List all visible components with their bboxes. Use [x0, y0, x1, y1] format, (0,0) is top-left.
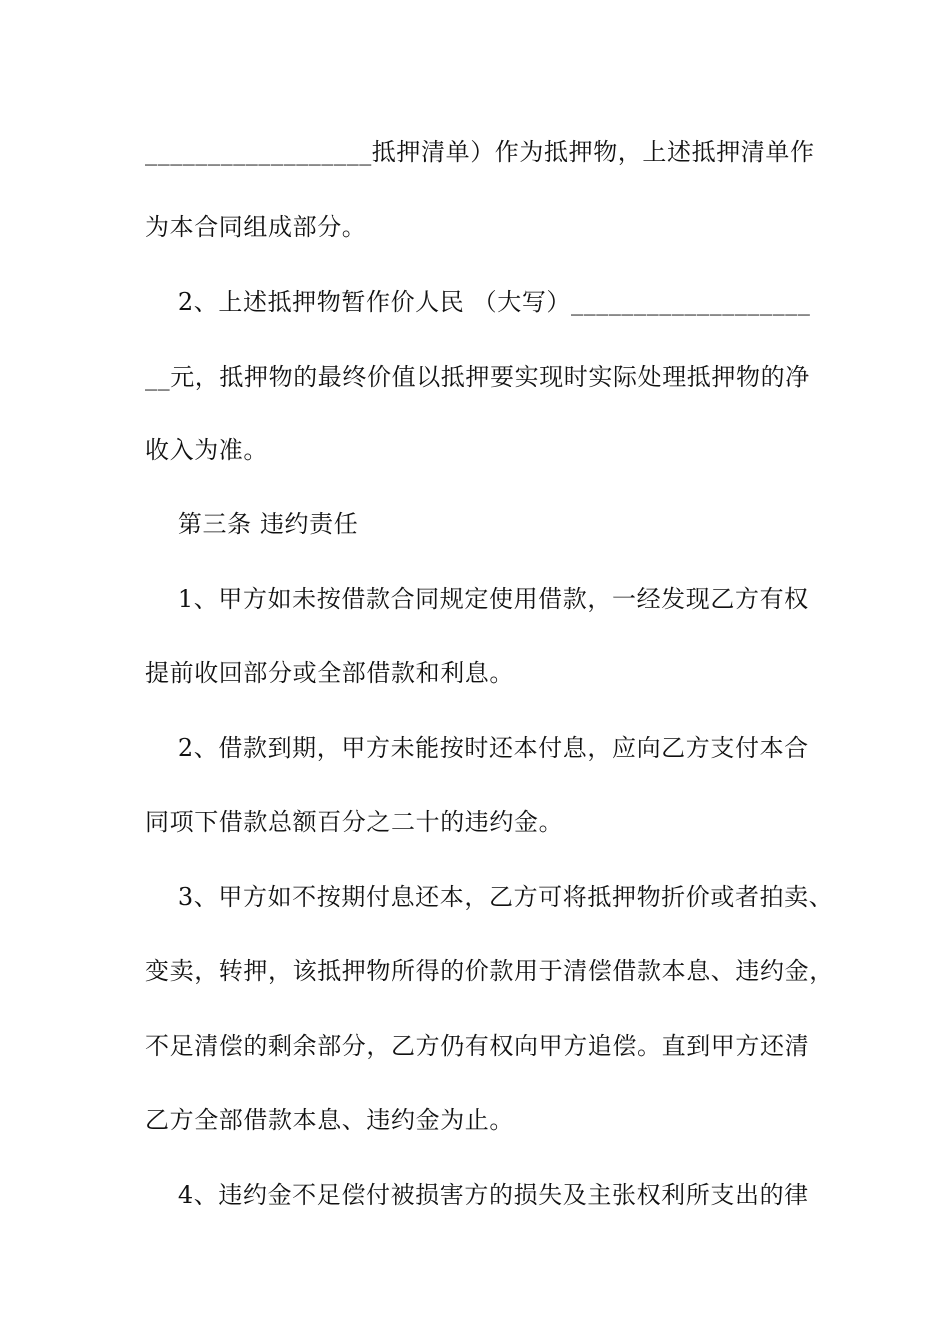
text-line: __元，抵押物的最终价值以抵押要实现时实际处理抵押物的净 — [145, 363, 810, 391]
section-heading: 第三条 违约责任 — [145, 510, 359, 538]
text-line: 2、借款到期，甲方未能按时还本付息，应向乙方支付本合 — [145, 734, 809, 762]
text-line: 收入为准。 — [145, 436, 268, 464]
text-line: 3、甲方如不按期付息还本，乙方可将抵押物折价或者拍卖、 — [145, 883, 834, 911]
text-line: 为本合同组成部分。 — [145, 213, 367, 241]
text-line: 4、违约金不足偿付被损害方的损失及主张权利所支出的律 — [145, 1181, 809, 1209]
text-line: 2、上述抵押物暂作价人民 （大写）___________________ — [145, 288, 811, 316]
text-line: 同项下借款总额百分之二十的违约金。 — [145, 808, 564, 836]
text-line: __________________抵押清单）作为抵押物，上述抵押清单作 — [145, 138, 815, 166]
text-line: 提前收回部分或全部借款和利息。 — [145, 659, 514, 687]
text-line: 1、甲方如未按借款合同规定使用借款，一经发现乙方有权 — [145, 585, 809, 613]
text-line: 变卖，转押，该抵押物所得的价款用于清偿借款本息、违约金， — [145, 957, 834, 985]
text-line: 不足清偿的剩余部分，乙方仍有权向甲方追偿。直到甲方还清 — [145, 1032, 810, 1060]
text-line: 乙方全部借款本息、违约金为止。 — [145, 1106, 514, 1134]
